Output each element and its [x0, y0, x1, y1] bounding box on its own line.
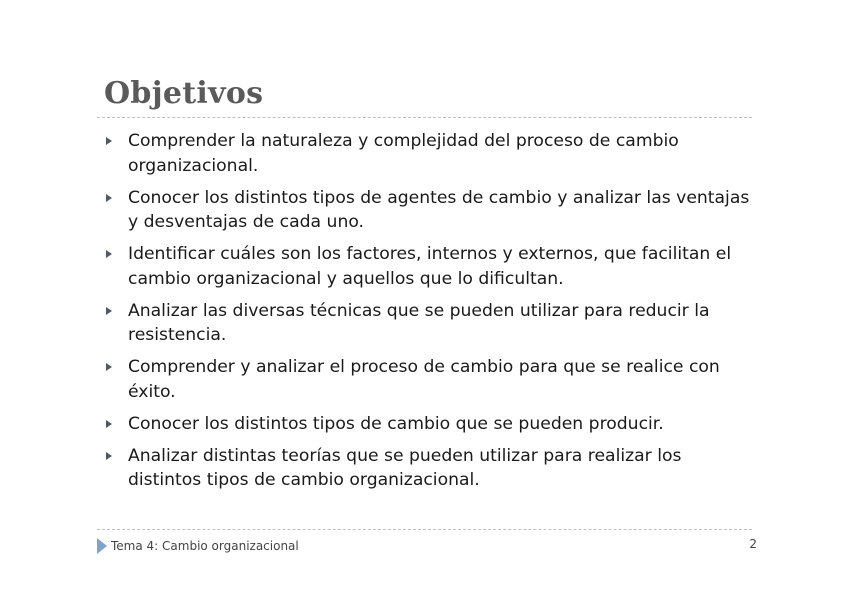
list-item-text: Analizar las diversas técnicas que se pueden utilizar para reducir la resistencia.	[128, 300, 710, 345]
list-item	[104, 355, 754, 404]
triangle-right-icon	[106, 137, 112, 145]
list-item-text: Conocer los distintos tipos de agentes de cambio y analizar las ventajas y desventajas de cada uno.	[128, 187, 750, 232]
list-item-text: Identificar cuáles son los factores, internos y externos, que facilitan el cambio organizacional y aquellos que lo dificultan.	[128, 244, 732, 289]
list-item	[104, 242, 754, 291]
footer-divider	[97, 529, 752, 530]
list-item-text: Analizar distintas teorías que se pueden utilizar para realizar los distintos tipos de cambio organizacional.	[128, 445, 682, 490]
slide-title: Objetivos	[104, 76, 264, 111]
list-item	[104, 299, 754, 348]
triangle-right-icon	[106, 194, 112, 202]
list-item	[104, 444, 754, 493]
triangle-right-icon	[106, 250, 112, 258]
objectives-list	[104, 129, 754, 500]
list-item	[104, 186, 754, 235]
page-number: 2	[749, 537, 757, 551]
title-divider	[97, 117, 752, 118]
triangle-right-icon	[106, 420, 112, 428]
triangle-right-icon	[106, 307, 112, 315]
footer-text: Tema 4: Cambio organizacional	[111, 539, 299, 553]
list-item	[104, 412, 754, 437]
list-item-text: Comprender la naturaleza y complejidad del proceso de cambio organizacional.	[128, 131, 679, 176]
list-item-text: Conocer los distintos tipos de cambio que se pueden producir.	[128, 413, 664, 434]
triangle-right-icon	[106, 363, 112, 371]
triangle-right-icon	[97, 538, 107, 554]
triangle-right-icon	[106, 452, 112, 460]
list-item-text: Comprender y analizar el proceso de cambio para que se realice con éxito.	[128, 357, 720, 402]
list-item	[104, 129, 754, 178]
